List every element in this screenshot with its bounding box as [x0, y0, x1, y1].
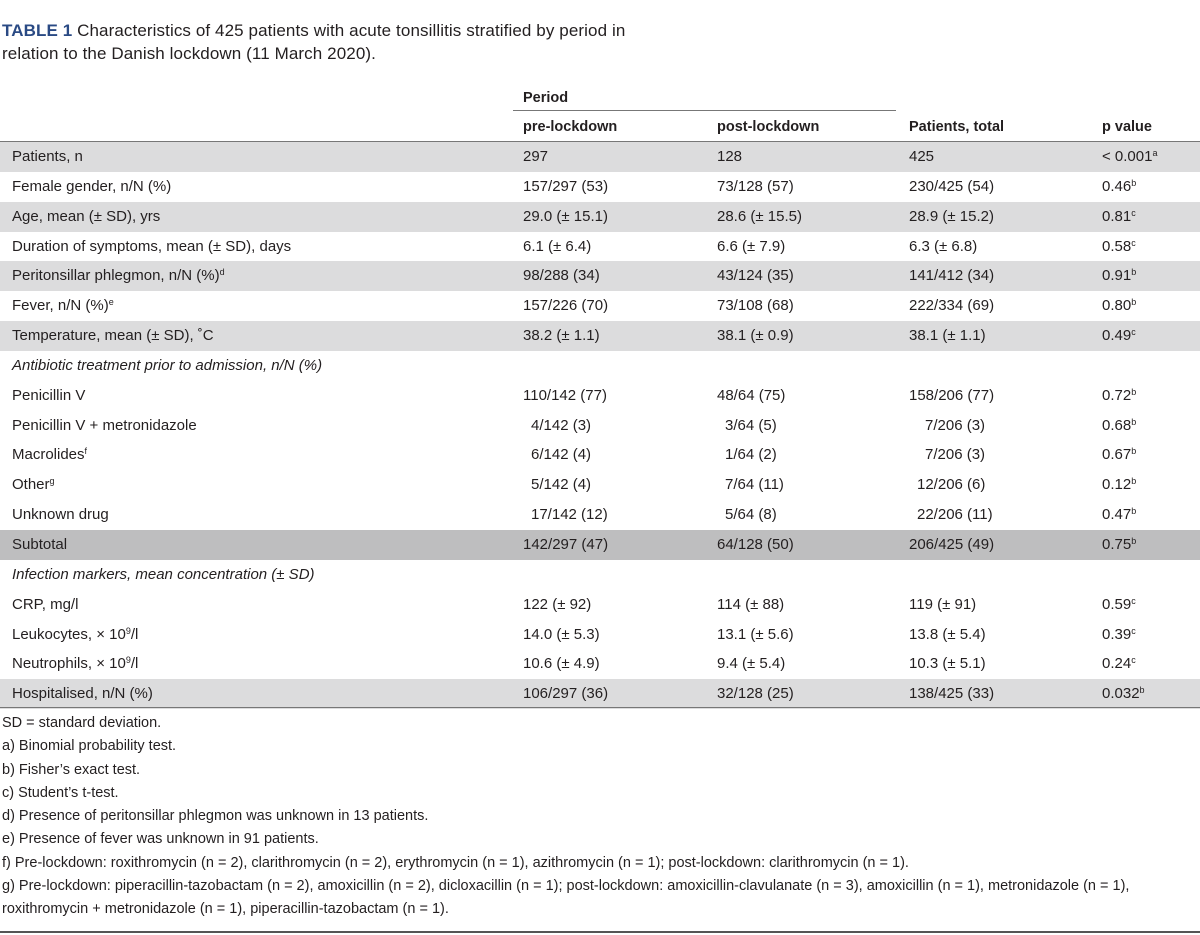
table-row [0, 620, 1200, 650]
post-value: 3/64 (5) [725, 416, 777, 434]
table-row [0, 590, 1200, 620]
post-value: 48/64 (75) [717, 386, 786, 404]
footnote-a: a) Binomial probability test. [2, 738, 177, 755]
row-label: Macrolides$^f$ [12, 446, 88, 464]
total-value: 206/425 (49) [909, 535, 995, 553]
pre-value: 4/142 (3) [531, 416, 592, 434]
table-row [0, 142, 1200, 172]
table-row [0, 381, 1200, 411]
total-value: 7/206 (3) [925, 446, 986, 464]
total-value: 138/425 (33) [909, 685, 995, 703]
table-row [0, 440, 1200, 470]
pre-value: 142/297 (47) [523, 535, 609, 553]
total-value: 141/412 (34) [909, 267, 995, 285]
total-value: 119 (± 91) [909, 595, 977, 613]
table-row [0, 321, 1200, 351]
col-header-post-lockdown: post-lockdown [717, 119, 820, 135]
table-caption-text: Characteristics of 425 patients with acute tonsillitis stratified by period in relation to the Danish lockdown (11 March 2020). [2, 21, 626, 63]
p-value: 0.81$^c$ [1102, 207, 1136, 225]
row-label: Female gender, n/N (%) [12, 177, 172, 195]
total-value: 22/206 (11) [917, 506, 993, 524]
row-label: Patients, n [12, 148, 83, 165]
section-label: Antibiotic treatment prior to admission, n/N (%) [12, 356, 323, 374]
total-value: 13.8 (± 5.4) [909, 625, 986, 643]
p-value: 0.58$^c$ [1102, 237, 1136, 255]
post-value: 6.6 (± 7.9) [717, 237, 786, 255]
p-value: 0.72$^b$ [1102, 386, 1137, 404]
pre-value: 122 (± 92) [523, 595, 592, 613]
p-value: 0.12$^b$ [1102, 476, 1137, 494]
table-row [0, 232, 1200, 262]
row-label: Penicillin V [12, 386, 86, 404]
pre-value: 98/288 (34) [523, 267, 600, 285]
col-header-p-value: p value [1102, 119, 1152, 135]
post-value: 32/128 (25) [717, 685, 794, 703]
post-value: 114 (± 88) [717, 595, 785, 613]
table-row [0, 261, 1200, 291]
p-value: 0.75$^b$ [1102, 535, 1137, 553]
p-value: 0.80$^b$ [1102, 297, 1137, 315]
pre-value: 106/297 (36) [523, 685, 609, 703]
pre-value: 10.6 (± 4.9) [523, 655, 600, 673]
total-value: 6.3 (± 6.8) [909, 237, 978, 255]
footnote-c: c) Student’s t-test. [2, 784, 119, 801]
pre-value: 5/142 (4) [531, 476, 592, 494]
total-value: 425 [909, 148, 935, 165]
table-bottom-rule [0, 707, 1200, 708]
table-caption [2, 19, 682, 65]
section-label: Infection markers, mean concentration (± SD) [12, 565, 315, 583]
table-row [0, 291, 1200, 321]
p-value: 0.68$^b$ [1102, 416, 1137, 434]
row-label: Age, mean (± SD), yrs [12, 207, 161, 225]
row-label: CRP, mg/l [12, 595, 79, 613]
total-value: 12/206 (6) [917, 476, 986, 494]
pre-value: 157/226 (70) [523, 297, 609, 315]
period-header: Period [523, 90, 569, 106]
post-value: 7/64 (11) [725, 476, 784, 494]
pre-value: 297 [523, 148, 549, 165]
pre-value: 6/142 (4) [531, 446, 592, 464]
row-label: Neutrophils, × $10^9/l$ [12, 655, 139, 673]
footnote-b: b) Fisher’s exact test. [2, 761, 141, 778]
post-value: 13.1 (± 5.6) [717, 625, 794, 643]
post-value: 1/64 (2) [725, 446, 777, 464]
table-row [0, 202, 1200, 232]
post-value: 5/64 (8) [725, 506, 777, 524]
p-value: 0.46$^b$ [1102, 177, 1137, 195]
total-value: 28.9 (± 15.2) [909, 207, 994, 225]
p-value: 0.91$^b$ [1102, 267, 1137, 285]
table-row [0, 470, 1200, 500]
p-value: 0.39$^c$ [1102, 625, 1136, 643]
pre-value: 14.0 (± 5.3) [523, 625, 600, 643]
period-rule [513, 110, 896, 111]
row-label: Leukocytes, × $10^9/l$ [12, 625, 139, 643]
pre-value: 38.2 (± 1.1) [523, 327, 600, 345]
total-value: 222/334 (69) [909, 297, 995, 315]
page-bottom-rule [0, 931, 1200, 933]
pre-value: 17/142 (12) [531, 506, 608, 524]
row-label: Subtotal [12, 535, 68, 553]
row-label: Other$^g$ [12, 476, 55, 494]
p-value: 0.49$^c$ [1102, 327, 1136, 345]
row-label: Duration of symptoms, mean (± SD), days [12, 237, 292, 255]
footnote-e: e) Presence of fever was unknown in 91 patients. [2, 831, 319, 848]
pre-value: 157/297 (53) [523, 177, 609, 195]
table-row [0, 679, 1200, 709]
p-value: 0.67$^b$ [1102, 446, 1137, 464]
footnote-d: d) Presence of peritonsillar phlegmon was unknown in 13 patients. [2, 808, 429, 825]
table-row [0, 172, 1200, 202]
p-value: < 0.001$^a$ [1102, 148, 1158, 165]
row-label: Unknown drug [12, 506, 109, 524]
post-value: 9.4 (± 5.4) [717, 655, 786, 673]
total-value: 10.3 (± 5.1) [909, 655, 986, 673]
p-value: 0.24$^c$ [1102, 655, 1136, 673]
p-value: 0.59$^c$ [1102, 595, 1136, 613]
footnote-f: f) Pre-lockdown: roxithromycin (n = 2), clarithromycin (n = 2), erythromycin (n = 1), azithromycin (n = 1); post-lockdown: clarithromycin (n = 1). [2, 854, 909, 871]
post-value: 73/128 (57) [717, 177, 794, 195]
table-row [0, 500, 1200, 530]
p-value: 0.47$^b$ [1102, 506, 1137, 524]
row-label: Penicillin V + metronidazole [12, 416, 197, 434]
total-value: 230/425 (54) [909, 177, 995, 195]
total-value: 38.1 (± 1.1) [909, 327, 986, 345]
post-value: 28.6 (± 15.5) [717, 207, 802, 225]
table-row [0, 649, 1200, 679]
row-label: Temperature, mean (± SD), ˚C [12, 327, 214, 345]
table-body [0, 142, 1200, 709]
table-row [0, 411, 1200, 441]
pre-value: 6.1 (± 6.4) [523, 237, 592, 255]
post-value: 38.1 (± 0.9) [717, 327, 794, 345]
footnotes [2, 712, 1197, 922]
row-label: Peritonsillar phlegmon, n/N (%)$^d$ [12, 267, 225, 285]
col-header-total: Patients, total [909, 119, 1005, 135]
total-value: 7/206 (3) [925, 416, 986, 434]
pre-value: 29.0 (± 15.1) [523, 207, 608, 225]
row-label: Hospitalised, n/N (%) [12, 685, 153, 703]
row-label: Fever, n/N (%)$^e$ [12, 297, 114, 315]
post-value: 64/128 (50) [717, 535, 794, 553]
section-heading-infection [0, 560, 1200, 590]
total-value: 158/206 (77) [909, 386, 995, 404]
post-value: 43/124 (35) [717, 267, 794, 285]
section-heading-antibiotic [0, 351, 1200, 381]
post-value: 73/108 (68) [717, 297, 794, 315]
col-header-pre-lockdown: pre-lockdown [523, 119, 618, 135]
subtotal-row [0, 530, 1200, 560]
table-label: TABLE 1 [2, 21, 73, 40]
post-value: 128 [717, 148, 743, 165]
pre-value: 110/142 (77) [523, 386, 607, 404]
footnote-g: g) Pre-lockdown: piperacillin-tazobactam (n = 2), amoxicillin (n = 2), dicloxacillin (n = 1); post-lockdown: amoxicillin-clavulanate (n = 3), amoxicillin (n = 1), metronidazole (n = 1), roxithromycin + metronidazole (n = 1), piperacillin-tazobactam (n = 1). [2, 878, 1130, 918]
p-value: 0.032$^b$ [1102, 685, 1145, 703]
footnote-sd: SD = standard deviation. [2, 715, 162, 731]
